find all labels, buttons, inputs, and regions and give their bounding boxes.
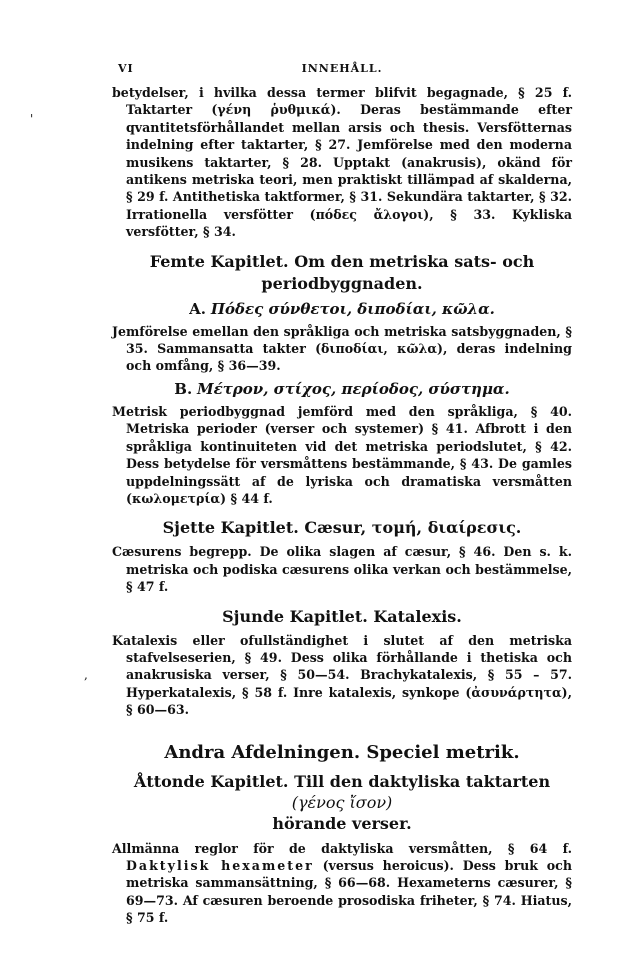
chapter8-text: [112, 840, 572, 927]
running-title: INNEHÅLL.: [301, 62, 383, 75]
page-number: VI: [118, 62, 134, 75]
chapter8-title-greek: (γένος ἴσον): [291, 792, 393, 812]
chapter6-title: Sjette Kapitlet. Cæsur, τομή, διαίρεσις.: [162, 518, 522, 538]
page-content: [112, 62, 572, 927]
chapter7-title: Sjunde Kapitlet. Katalexis.: [222, 606, 462, 626]
stray-mark-middle: ,: [84, 668, 88, 682]
chapter8-text-part1: Allmänna reglor för de daktyliska versmåtten, § 64 f.: [112, 840, 572, 856]
chapter5-section-a-text: Jemförelse emellan den språkliga och metriska satsbyggnaden, § 35. Sammansatta takter (διποδίαι, κῶλα), deras indelning och omfång, § 36—39.: [112, 323, 572, 374]
chapter8-title-line2: hörande verser.: [272, 813, 412, 833]
chapter8-title: [112, 771, 572, 834]
section-b-letter: B.: [174, 379, 193, 398]
chapter6-text: Cæsurens begrepp. De olika slagen af cæsur, § 46. Den s. k. metriska och podiska cæsurens olika verkan och bestämmelse, § 47 f.: [112, 544, 572, 595]
chapter8-text-spaced: Daktylisk hexameter: [126, 857, 314, 873]
chapter5-title: Femte Kapitlet. Om den metriska sats- och periodbyggnaden.: [149, 251, 535, 293]
running-header: [112, 62, 572, 84]
chapter5-section-b-text: Metrisk periodbyggnad jemförd med den språkliga, § 40. Metriska perioder (verser och systemer) § 41. Afbrott i den språkliga kontinuiteten vid det metriska periodslutet, § 42. Dess betydelse för versmåttens bestämmande, § 43. De gamles uppdelningssätt af de lyriska och dramatiska versmåtten (κωλομετρία) § 44 f.: [112, 403, 572, 506]
section-a-letter: A.: [189, 299, 207, 318]
chapter8-text-part2: (versus heroicus). Dess bruk och metriska sammansättning, § 66—68. Hexameterns cæsurer, § 69—73.: [126, 857, 572, 908]
chapter8-title-main: Åttonde Kapitlet. Till den daktyliska taktarten: [133, 771, 551, 791]
section-b-greek: Μέτρον, στίχος, περίοδος, σύστημα.: [196, 379, 510, 398]
division-title: Andra Afdelningen. Speciel metrik.: [164, 741, 520, 763]
chapter7-text: Katalexis eller ofullständighet i slutet af den metriska stafvelseserien, § 49. Dess olika förhållande i thetiska och anakrusiska verser, § 50—54. Brachykatalexis, § 55 – 57. Hyperkatalexis, § 58 f. Inre katalexis, synkope (ἀσυνάρτητα), § 60—63.: [112, 632, 572, 718]
chapter5-section-b-heading: [112, 379, 572, 399]
stray-mark-top: ': [30, 112, 34, 126]
section-a-greek: Πόδες σύνθετοι, διποδίαι, κῶλα.: [210, 299, 495, 318]
chapter8-text-line2: Af cæsuren beroende prosodiska friheter, § 74. Hiatus, § 75 f.: [126, 892, 573, 926]
chapter4-continuation-text: betydelser, i hvilka dessa termer blifvit begagnade, § 25 f. Taktarter (γένη ῥυθμικά). Deras bestämmande efter qvantitetsförhållandet mellan arsis och thesis. Versfötternas indelning efter taktarter, § 27. Jemförelse med den moderna musikens taktarter, § 28. Upptakt (anakrusis), okänd för antikens metriska teori, men praktiskt tillämpad af skalderna, § 29 f. Antithetiska taktformer, § 31. Sekundära taktarter, § 32. Irrationella versfötter (πόδες ἄλογοι), § 33. Kykliska versfötter, § 34.: [112, 85, 572, 240]
chapter5-section-a-heading: [112, 299, 572, 319]
